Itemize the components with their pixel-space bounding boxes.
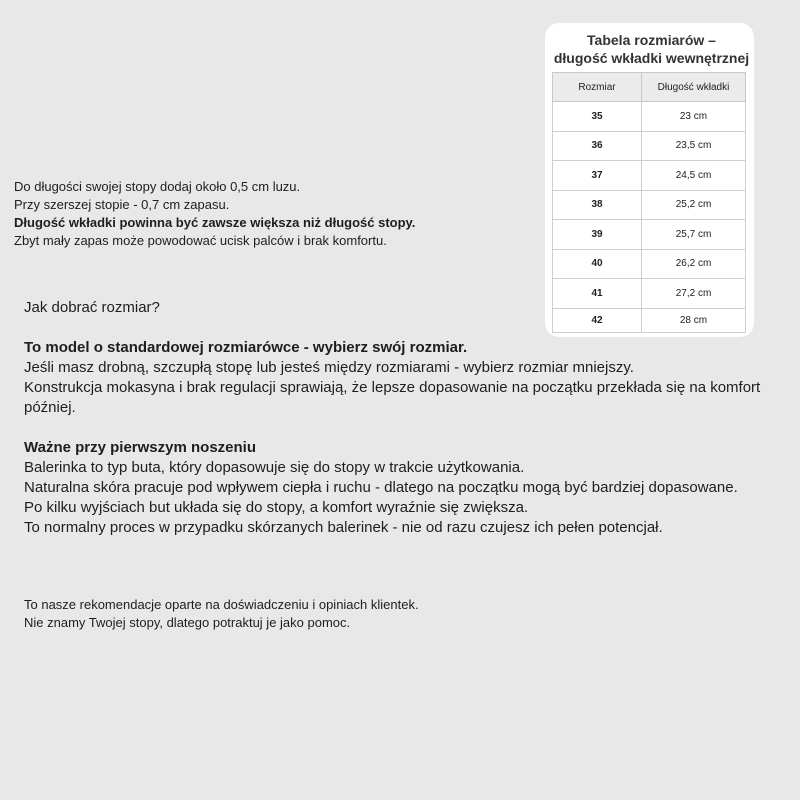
paragraph-line: Jeśli masz drobną, szczupłą stopę lub jesteś między rozmiarami - wybierz rozmiar mniejszy. [24,359,634,376]
size-question: Jak dobrać rozmiar? [24,299,160,316]
size-cell: 37 [553,161,642,191]
main-text [24,298,784,538]
paragraph-line: Po kilku wyjściach but układa się do stopy, a komfort wyraźnie się zwiększa. [24,499,529,516]
note-line: Zbyt mały zapas może powodować ucisk palców i brak komfortu. [14,233,387,248]
size-table-title-line1: Tabela rozmiarów – [587,32,716,48]
size-cell: 35 [553,102,642,132]
heading-standard-sizing: To model o standardowej rozmiarówce - wybierz swój rozmiar. [24,339,468,356]
note-line: Przy szerszej stopie - 0,7 cm zapasu. [14,197,230,212]
size-table-card [545,23,754,337]
size-cell: 40 [553,249,642,279]
size-table-title-line2: długość wkładki wewnętrznej [553,50,750,66]
paragraph-line: To normalny proces w przypadku skórzanych balerinek - nie od razu czujesz ich pełen potencjał. [24,519,663,536]
disclaimer-line: To nasze rekomendacje oparte na doświadczeniu i opiniach klientek. [24,597,419,612]
paragraph-line: Balerinka to typ buta, który dopasowuje się do stopy w trakcie użytkowania. [24,459,525,476]
table-row [553,131,746,161]
note-line: Do długości swojej stopy dodaj około 0,5 cm luzu. [14,179,301,194]
table-row [553,220,746,250]
size-cell: 39 [553,220,642,250]
size-cell: 36 [553,131,642,161]
note-emphasis: Długość wkładki powinna być zawsze większa niż długość stopy. [14,215,416,230]
length-cell: 23 cm [642,102,746,132]
length-cell: 26,2 cm [642,249,746,279]
table-row [553,161,746,191]
disclaimer [24,596,419,632]
header-size: Rozmiar [553,73,642,102]
table-row [553,102,746,132]
header-length: Długość wkładki [642,73,746,102]
heading-first-wear: Ważne przy pierwszym noszeniu [24,439,256,456]
length-cell: 27,2 cm [642,279,746,309]
size-table-header-row [553,73,746,102]
length-cell: 28 cm [642,308,746,332]
disclaimer-line: Nie znamy Twojej stopy, dlatego potraktuj je jako pomoc. [24,615,351,630]
size-table-title [545,31,754,67]
length-cell: 25,7 cm [642,220,746,250]
length-cell: 25,2 cm [642,190,746,220]
size-table [552,72,746,333]
length-cell: 24,5 cm [642,161,746,191]
table-row [553,249,746,279]
paragraph-line: Naturalna skóra pracuje pod wpływem ciepła i ruchu - dlatego na początku mogą być bardziej dopasowane. [24,479,738,496]
size-cell: 42 [553,308,642,332]
table-row [553,190,746,220]
paragraph-line: Konstrukcja mokasyna i brak regulacji sprawiają, że lepsze dopasowanie na początku przekłada się na komfort później. [24,379,761,416]
size-cell: 38 [553,190,642,220]
length-cell: 23,5 cm [642,131,746,161]
size-cell: 41 [553,279,642,309]
fit-note [14,178,415,250]
